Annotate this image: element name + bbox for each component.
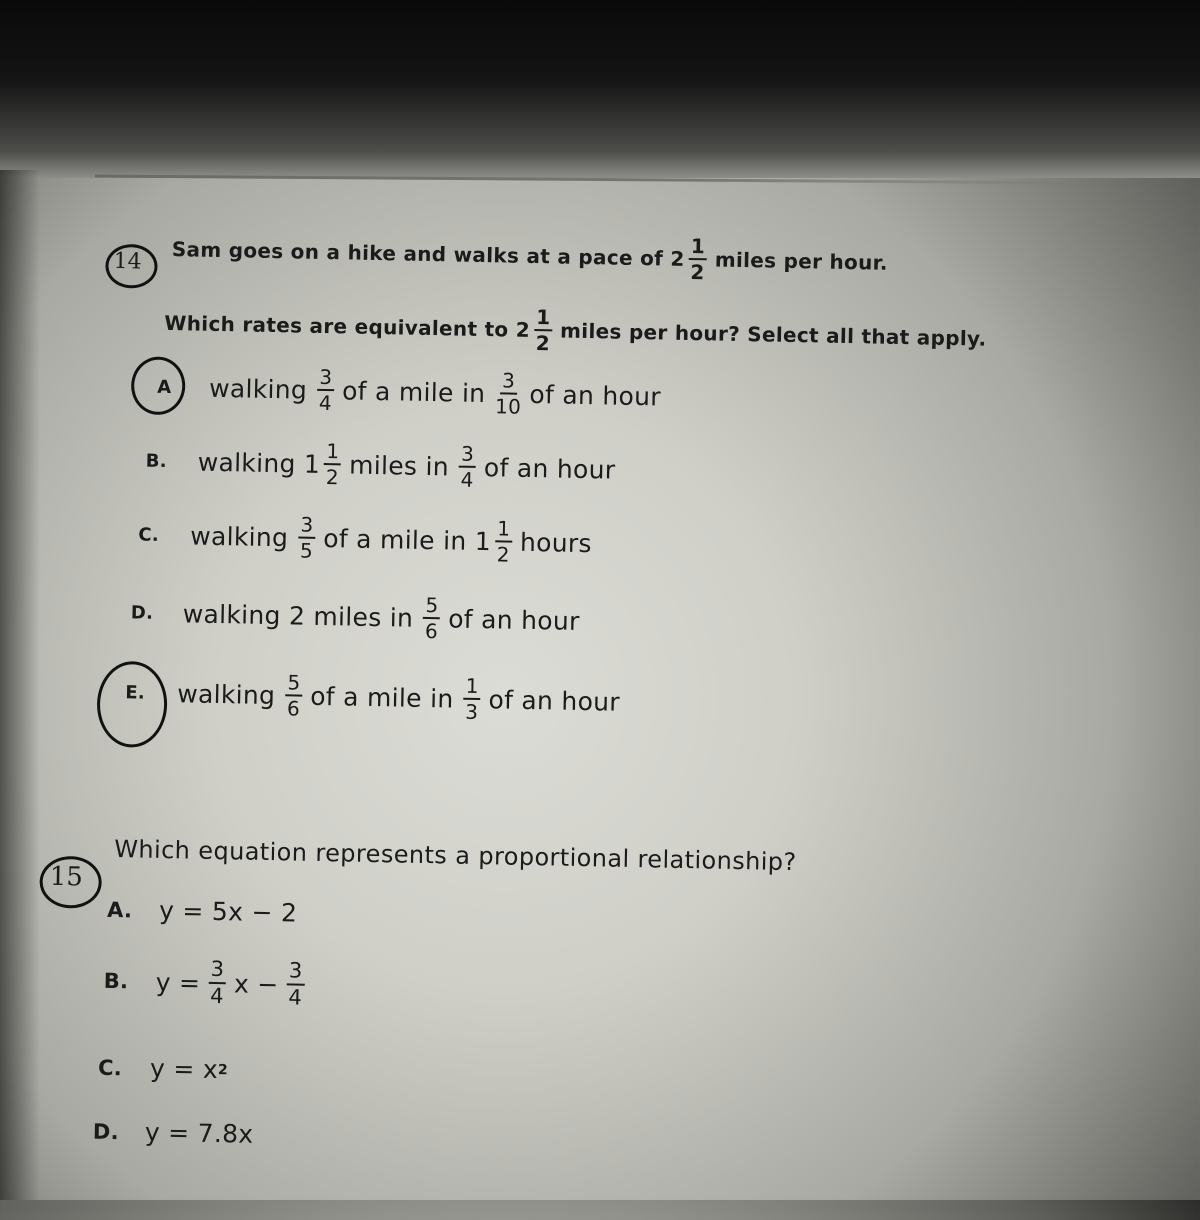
q15-option-b-letter: B. [103, 968, 129, 994]
q14-stem-den: 2 [690, 259, 705, 285]
option-b-f2-num: 3 [459, 444, 476, 468]
option-a-text-3: of an hour [529, 379, 662, 411]
option-c-text-2: of a mile in 1 [323, 523, 492, 556]
option-d-fraction-1 [423, 592, 441, 644]
option-c-f2-den: 2 [496, 542, 511, 567]
option-a-f2-num: 3 [500, 370, 517, 394]
q15-b-f1-den: 4 [209, 983, 224, 1009]
q15-option-c-exponent: 2 [217, 1061, 229, 1078]
q14-option-e[interactable] [125, 669, 623, 725]
q14-prompt-den: 2 [535, 331, 551, 356]
option-b-f2-den: 4 [460, 467, 474, 492]
option-a-text-1: walking [208, 373, 308, 405]
option-c-fraction-1 [298, 512, 316, 563]
option-d-text-2: of an hour [447, 603, 580, 636]
option-e-text-3: of an hour [488, 684, 621, 717]
q15-b-f2-den: 4 [288, 985, 303, 1010]
option-b-text-1: walking 1 [197, 447, 321, 479]
q14-prompt-fraction [534, 305, 553, 356]
option-e-f2-den: 3 [465, 699, 479, 725]
option-e-text-1: walking [177, 678, 276, 710]
option-d-letter: D. [130, 601, 154, 624]
q15-option-a[interactable] [107, 895, 298, 928]
option-d-text-1: walking 2 miles in [182, 598, 414, 633]
q15-prompt [114, 835, 797, 876]
option-e-fraction-2 [463, 673, 481, 725]
q15-option-b-eq-a: y = [155, 967, 201, 998]
q15-option-d-letter: D. [92, 1119, 120, 1144]
q15-option-b-fraction-1 [208, 956, 227, 1009]
option-b-f1-num: 1 [324, 441, 341, 465]
q15-b-f1-num: 3 [208, 959, 226, 984]
q14-option-a[interactable] [157, 364, 664, 420]
option-c-f1-den: 5 [299, 538, 314, 563]
option-e-f2-num: 1 [463, 676, 480, 700]
option-e-f1-den: 6 [286, 696, 301, 721]
option-b-fraction-1 [324, 439, 342, 490]
option-b-letter: B. [145, 450, 168, 472]
q14-stem-fraction [688, 234, 707, 285]
option-c-f1-num: 3 [298, 515, 315, 539]
q14-number: 14 [113, 248, 142, 275]
q14-prompt-num: 1 [534, 307, 553, 331]
q14-prompt [164, 300, 989, 362]
option-b-text-3: of an hour [483, 452, 616, 485]
q15-option-b-fraction-2 [286, 960, 305, 1008]
option-e-f1-num: 5 [285, 672, 302, 696]
q15-option-c-equation: y = x [149, 1053, 219, 1085]
q15-b-f2-num: 3 [287, 960, 305, 985]
q14-prompt-text-a: Which rates are equivalent to 2 [164, 310, 531, 342]
q15-option-b-eq-b: x − [233, 968, 279, 999]
option-a-fraction-1 [317, 364, 335, 416]
option-e-text-2: of a mile in [309, 681, 454, 714]
q14-option-d[interactable] [130, 589, 582, 644]
option-e-fraction-1 [285, 670, 303, 721]
option-a-text-2: of a mile in [341, 375, 486, 408]
q15-option-c-letter: C. [97, 1055, 123, 1080]
q15-prompt-text: Which equation represents a proportional relationship? [114, 835, 797, 877]
option-a-f1-den: 4 [318, 390, 333, 416]
option-d-f1-num: 5 [423, 595, 440, 619]
option-a-f2-den: 10 [494, 394, 522, 419]
q15-option-a-equation: y = 5x − 2 [158, 895, 298, 928]
option-e-letter: E. [125, 681, 146, 704]
option-b-fraction-2 [458, 441, 476, 492]
q15-option-a-letter: A. [106, 897, 133, 922]
option-c-text-1: walking [190, 520, 289, 552]
option-c-fraction-2 [495, 516, 513, 567]
option-b-text-2: miles in [348, 449, 450, 481]
q14-stem-num: 1 [689, 236, 708, 260]
q15-option-d-equation: y = 7.8x [144, 1117, 254, 1149]
q14-stem [171, 226, 890, 286]
q15-option-c[interactable] [98, 1053, 229, 1084]
option-a-fraction-2 [494, 368, 522, 419]
q15-option-b[interactable] [103, 957, 312, 1009]
q14-stem-text-b: miles per hour. [714, 247, 889, 275]
option-c-letter: C. [138, 523, 160, 546]
option-b-f1-den: 2 [325, 465, 340, 490]
q14-option-b[interactable] [145, 438, 617, 493]
q14-stem-text-a: Sam goes on a hike and walks at a pace of 2 [171, 237, 685, 271]
option-d-f1-den: 6 [424, 618, 439, 644]
q14-option-c[interactable] [138, 511, 594, 566]
q15-number: 15 [49, 861, 84, 893]
q14-prompt-text-b: miles per hour? Select all that apply. [559, 318, 987, 351]
option-c-text-3: hours [519, 527, 593, 558]
option-a-letter: A [156, 376, 172, 398]
option-a-f1-num: 3 [317, 367, 334, 391]
option-c-f2-num: 1 [495, 518, 512, 542]
q15-option-d[interactable] [93, 1117, 254, 1149]
